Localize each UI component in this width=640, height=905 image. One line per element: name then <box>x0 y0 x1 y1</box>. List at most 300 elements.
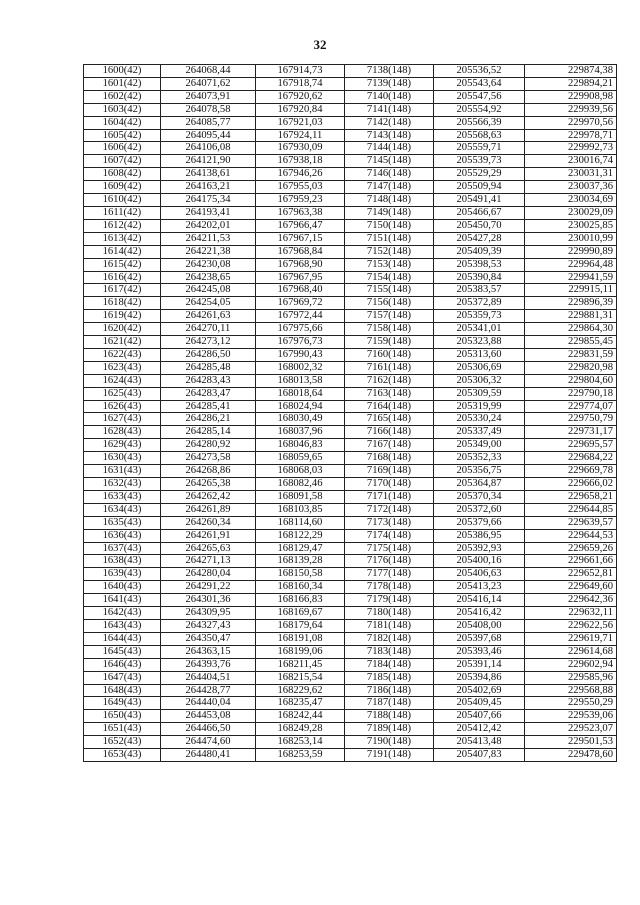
table-cell: 205409,39 <box>434 245 525 258</box>
table-cell: 167920,62 <box>256 90 345 103</box>
table-cell: 205406,63 <box>434 568 525 581</box>
table-cell: 230010,99 <box>525 232 617 245</box>
table-cell: 167938,18 <box>256 155 345 168</box>
table-cell: 168229,62 <box>256 684 345 697</box>
table-row <box>84 310 617 323</box>
table-row <box>84 555 617 568</box>
table-cell: 1641(43) <box>84 594 161 607</box>
table-cell: 229894,21 <box>525 77 617 90</box>
table-cell: 264261,91 <box>161 529 256 542</box>
table-row <box>84 503 617 516</box>
table-cell: 1639(43) <box>84 568 161 581</box>
table-cell: 1608(42) <box>84 168 161 181</box>
table-cell: 229684,22 <box>525 452 617 465</box>
table-cell: 1638(43) <box>84 555 161 568</box>
table-cell: 1629(43) <box>84 439 161 452</box>
table-cell: 205383,57 <box>434 284 525 297</box>
table-cell: 167924,11 <box>256 129 345 142</box>
table-cell: 264428,77 <box>161 684 256 697</box>
table-cell: 205306,32 <box>434 374 525 387</box>
table-row <box>84 387 617 400</box>
table-row <box>84 155 617 168</box>
table-cell: 230037,36 <box>525 181 617 194</box>
table-cell: 229539,06 <box>525 710 617 723</box>
table-cell: 229881,31 <box>525 310 617 323</box>
table-cell: 7157(148) <box>345 310 434 323</box>
table-cell: 7162(148) <box>345 374 434 387</box>
table-row <box>84 426 617 439</box>
table-row <box>84 632 617 645</box>
table-row <box>84 645 617 658</box>
table-cell: 205466,67 <box>434 206 525 219</box>
table-cell: 264078,58 <box>161 103 256 116</box>
table-cell: 167963,38 <box>256 206 345 219</box>
table-cell: 205370,34 <box>434 490 525 503</box>
table-cell: 7150(148) <box>345 219 434 232</box>
table-cell: 264238,65 <box>161 271 256 284</box>
table-cell: 264073,91 <box>161 90 256 103</box>
table-cell: 1622(43) <box>84 348 161 361</box>
table-cell: 264221,38 <box>161 245 256 258</box>
table-cell: 264286,21 <box>161 413 256 426</box>
table-cell: 7154(148) <box>345 271 434 284</box>
table-row <box>84 749 617 762</box>
table-cell: 264230,08 <box>161 258 256 271</box>
table-cell: 1611(42) <box>84 206 161 219</box>
table-cell: 205341,01 <box>434 323 525 336</box>
table-cell: 264068,44 <box>161 65 256 78</box>
table-cell: 7189(148) <box>345 723 434 736</box>
table-cell: 7143(148) <box>345 129 434 142</box>
table-cell: 205400,16 <box>434 555 525 568</box>
table-cell: 168179,64 <box>256 619 345 632</box>
table-cell: 205568,63 <box>434 129 525 142</box>
table-row <box>84 413 617 426</box>
table-cell: 1644(43) <box>84 632 161 645</box>
table-cell: 205402,69 <box>434 684 525 697</box>
table-cell: 1605(42) <box>84 129 161 142</box>
table-cell: 1627(43) <box>84 413 161 426</box>
table-cell: 1621(42) <box>84 336 161 349</box>
table-cell: 7191(148) <box>345 749 434 762</box>
table-row <box>84 671 617 684</box>
table-row <box>84 723 617 736</box>
table-cell: 205309,59 <box>434 387 525 400</box>
table-cell: 264260,34 <box>161 516 256 529</box>
table-cell: 168091,58 <box>256 490 345 503</box>
table-row <box>84 194 617 207</box>
table-cell: 7184(148) <box>345 658 434 671</box>
table-cell: 264193,41 <box>161 206 256 219</box>
table-row <box>84 478 617 491</box>
table-row <box>84 245 617 258</box>
table-cell: 264211,53 <box>161 232 256 245</box>
table-cell: 264453,08 <box>161 710 256 723</box>
table-cell: 7183(148) <box>345 645 434 658</box>
table-cell: 7160(148) <box>345 348 434 361</box>
table-cell: 167921,03 <box>256 116 345 129</box>
table-cell: 229632,11 <box>525 607 617 620</box>
table-cell: 264265,63 <box>161 542 256 555</box>
table-cell: 264286,50 <box>161 348 256 361</box>
table-cell: 264285,41 <box>161 400 256 413</box>
table-cell: 1628(43) <box>84 426 161 439</box>
table-row <box>84 619 617 632</box>
table-cell: 264404,51 <box>161 671 256 684</box>
table-cell: 264285,14 <box>161 426 256 439</box>
table-cell: 229550,29 <box>525 697 617 710</box>
table-cell: 264271,13 <box>161 555 256 568</box>
table-cell: 205398,53 <box>434 258 525 271</box>
table-cell: 7152(148) <box>345 245 434 258</box>
table-cell: 167967,15 <box>256 232 345 245</box>
table-cell: 229666,02 <box>525 478 617 491</box>
table-cell: 229523,07 <box>525 723 617 736</box>
table-cell: 167968,84 <box>256 245 345 258</box>
table-row <box>84 297 617 310</box>
table-cell: 1615(42) <box>84 258 161 271</box>
table-row <box>84 77 617 90</box>
table-cell: 264285,48 <box>161 361 256 374</box>
table-cell: 1624(43) <box>84 374 161 387</box>
table-cell: 229915,11 <box>525 284 617 297</box>
table-cell: 264138,61 <box>161 168 256 181</box>
coordinates-table-body <box>84 65 617 762</box>
table-row <box>84 258 617 271</box>
table-cell: 264273,58 <box>161 452 256 465</box>
table-cell: 1636(43) <box>84 529 161 542</box>
table-row <box>84 452 617 465</box>
table-cell: 168215,54 <box>256 671 345 684</box>
table-cell: 1612(42) <box>84 219 161 232</box>
table-cell: 168030,49 <box>256 413 345 426</box>
table-cell: 1649(43) <box>84 697 161 710</box>
table-cell: 264309,95 <box>161 607 256 620</box>
table-cell: 7148(148) <box>345 194 434 207</box>
table-cell: 1631(43) <box>84 465 161 478</box>
table-cell: 1616(42) <box>84 271 161 284</box>
table-cell: 205359,73 <box>434 310 525 323</box>
table-cell: 229990,89 <box>525 245 617 258</box>
table-cell: 7146(148) <box>345 168 434 181</box>
table-cell: 1623(43) <box>84 361 161 374</box>
table-cell: 1600(42) <box>84 65 161 78</box>
table-cell: 167920,84 <box>256 103 345 116</box>
table-cell: 205313,60 <box>434 348 525 361</box>
table-cell: 205539,73 <box>434 155 525 168</box>
table-cell: 7155(148) <box>345 284 434 297</box>
table-cell: 229908,98 <box>525 90 617 103</box>
table-row <box>84 710 617 723</box>
table-cell: 229790,18 <box>525 387 617 400</box>
table-row <box>84 232 617 245</box>
table-cell: 1640(43) <box>84 581 161 594</box>
table-cell: 205407,66 <box>434 710 525 723</box>
table-cell: 7172(148) <box>345 503 434 516</box>
table-cell: 264363,15 <box>161 645 256 658</box>
table-cell: 205386,95 <box>434 529 525 542</box>
table-cell: 168068,03 <box>256 465 345 478</box>
table-cell: 1647(43) <box>84 671 161 684</box>
table-cell: 264280,04 <box>161 568 256 581</box>
table-cell: 229639,57 <box>525 516 617 529</box>
table-row <box>84 594 617 607</box>
table-cell: 229644,85 <box>525 503 617 516</box>
table-row <box>84 219 617 232</box>
table-cell: 7149(148) <box>345 206 434 219</box>
table-cell: 167955,03 <box>256 181 345 194</box>
table-cell: 7176(148) <box>345 555 434 568</box>
table-cell: 229642,36 <box>525 594 617 607</box>
table-cell: 1609(42) <box>84 181 161 194</box>
table-cell: 168139,28 <box>256 555 345 568</box>
table-row <box>84 374 617 387</box>
table-cell: 7174(148) <box>345 529 434 542</box>
table-cell: 168242,44 <box>256 710 345 723</box>
table-row <box>84 336 617 349</box>
table-cell: 168166,83 <box>256 594 345 607</box>
table-cell: 205409,45 <box>434 697 525 710</box>
table-cell: 7171(148) <box>345 490 434 503</box>
table-cell: 230016,74 <box>525 155 617 168</box>
table-cell: 167966,47 <box>256 219 345 232</box>
table-cell: 205391,14 <box>434 658 525 671</box>
table-cell: 7165(148) <box>345 413 434 426</box>
table-row <box>84 439 617 452</box>
table-cell: 168122,29 <box>256 529 345 542</box>
table-cell: 205491,41 <box>434 194 525 207</box>
table-cell: 7178(148) <box>345 581 434 594</box>
table-cell: 7181(148) <box>345 619 434 632</box>
table-cell: 229659,26 <box>525 542 617 555</box>
table-cell: 229658,21 <box>525 490 617 503</box>
table-cell: 264202,01 <box>161 219 256 232</box>
table-cell: 205372,89 <box>434 297 525 310</box>
table-cell: 229602,94 <box>525 658 617 671</box>
table-cell: 229585,96 <box>525 671 617 684</box>
table-cell: 229992,73 <box>525 142 617 155</box>
table-cell: 1633(43) <box>84 490 161 503</box>
table-cell: 1617(42) <box>84 284 161 297</box>
table-cell: 167959,23 <box>256 194 345 207</box>
table-cell: 264175,34 <box>161 194 256 207</box>
table-cell: 7147(148) <box>345 181 434 194</box>
table-row <box>84 90 617 103</box>
table-cell: 205390,84 <box>434 271 525 284</box>
table-cell: 7140(148) <box>345 90 434 103</box>
table-cell: 1650(43) <box>84 710 161 723</box>
table-cell: 264283,47 <box>161 387 256 400</box>
table-cell: 264480,41 <box>161 749 256 762</box>
table-cell: 7168(148) <box>345 452 434 465</box>
table-cell: 1645(43) <box>84 645 161 658</box>
table-cell: 1630(43) <box>84 452 161 465</box>
table-cell: 229964,48 <box>525 258 617 271</box>
table-cell: 205349,00 <box>434 439 525 452</box>
table-cell: 168129,47 <box>256 542 345 555</box>
table-cell: 168191,08 <box>256 632 345 645</box>
table-cell: 229619,71 <box>525 632 617 645</box>
table-row <box>84 129 617 142</box>
table-row <box>84 348 617 361</box>
table-cell: 1613(42) <box>84 232 161 245</box>
coordinates-table <box>83 64 617 762</box>
table-cell: 264283,43 <box>161 374 256 387</box>
table-cell: 7186(148) <box>345 684 434 697</box>
table-cell: 205364,87 <box>434 478 525 491</box>
table-cell: 205509,94 <box>434 181 525 194</box>
table-cell: 168114,60 <box>256 516 345 529</box>
table-cell: 168046,83 <box>256 439 345 452</box>
table-cell: 264265,38 <box>161 478 256 491</box>
table-cell: 205392,93 <box>434 542 525 555</box>
table-cell: 264466,50 <box>161 723 256 736</box>
table-cell: 7177(148) <box>345 568 434 581</box>
table-cell: 7190(148) <box>345 736 434 749</box>
table-cell: 1646(43) <box>84 658 161 671</box>
table-cell: 167946,26 <box>256 168 345 181</box>
table-cell: 264301,36 <box>161 594 256 607</box>
table-cell: 1634(43) <box>84 503 161 516</box>
table-row <box>84 116 617 129</box>
table-cell: 7164(148) <box>345 400 434 413</box>
table-cell: 7141(148) <box>345 103 434 116</box>
table-row <box>84 168 617 181</box>
table-row <box>84 490 617 503</box>
table-cell: 167918,74 <box>256 77 345 90</box>
table-cell: 1632(43) <box>84 478 161 491</box>
table-cell: 205394,86 <box>434 671 525 684</box>
table-cell: 1618(42) <box>84 297 161 310</box>
table-row <box>84 465 617 478</box>
table-cell: 168082,46 <box>256 478 345 491</box>
table-cell: 7188(148) <box>345 710 434 723</box>
table-row <box>84 181 617 194</box>
table-cell: 167969,72 <box>256 297 345 310</box>
table-cell: 167990,43 <box>256 348 345 361</box>
table-cell: 1607(42) <box>84 155 161 168</box>
table-row <box>84 529 617 542</box>
table-cell: 1648(43) <box>84 684 161 697</box>
table-cell: 229669,78 <box>525 465 617 478</box>
table-cell: 7142(148) <box>345 116 434 129</box>
table-cell: 229661,66 <box>525 555 617 568</box>
table-cell: 205450,70 <box>434 219 525 232</box>
table-cell: 229501,53 <box>525 736 617 749</box>
table-cell: 7139(148) <box>345 77 434 90</box>
table-row <box>84 361 617 374</box>
table-cell: 205416,14 <box>434 594 525 607</box>
table-row <box>84 568 617 581</box>
table-row <box>84 142 617 155</box>
table-cell: 7169(148) <box>345 465 434 478</box>
table-cell: 205397,68 <box>434 632 525 645</box>
table-cell: 205427,28 <box>434 232 525 245</box>
table-row <box>84 323 617 336</box>
table-cell: 7156(148) <box>345 297 434 310</box>
table-cell: 229978,71 <box>525 129 617 142</box>
table-cell: 1625(43) <box>84 387 161 400</box>
table-cell: 7179(148) <box>345 594 434 607</box>
table-cell: 264106,08 <box>161 142 256 155</box>
table-cell: 229622,56 <box>525 619 617 632</box>
table-cell: 264095,44 <box>161 129 256 142</box>
table-cell: 7166(148) <box>345 426 434 439</box>
table-cell: 7144(148) <box>345 142 434 155</box>
table-cell: 1653(43) <box>84 749 161 762</box>
table-cell: 264254,05 <box>161 297 256 310</box>
table-row <box>84 400 617 413</box>
table-cell: 168169,67 <box>256 607 345 620</box>
table-cell: 229649,60 <box>525 581 617 594</box>
table-cell: 1652(43) <box>84 736 161 749</box>
table-cell: 205412,42 <box>434 723 525 736</box>
table-cell: 7175(148) <box>345 542 434 555</box>
table-cell: 7159(148) <box>345 336 434 349</box>
table-cell: 264121,90 <box>161 155 256 168</box>
table-cell: 168103,85 <box>256 503 345 516</box>
table-cell: 168018,64 <box>256 387 345 400</box>
table-cell: 205566,39 <box>434 116 525 129</box>
table-cell: 264071,62 <box>161 77 256 90</box>
table-cell: 264270,11 <box>161 323 256 336</box>
table-cell: 205372,60 <box>434 503 525 516</box>
table-cell: 205547,56 <box>434 90 525 103</box>
table-cell: 7170(148) <box>345 478 434 491</box>
table-cell: 264085,77 <box>161 116 256 129</box>
table-cell: 230031,31 <box>525 168 617 181</box>
table-cell: 229695,57 <box>525 439 617 452</box>
table-cell: 264261,63 <box>161 310 256 323</box>
table-row <box>84 284 617 297</box>
table-cell: 230025,85 <box>525 219 617 232</box>
table-cell: 205529,29 <box>434 168 525 181</box>
table-cell: 7163(148) <box>345 387 434 400</box>
table-cell: 229831,59 <box>525 348 617 361</box>
table-cell: 229644,53 <box>525 529 617 542</box>
table-cell: 1604(42) <box>84 116 161 129</box>
table-cell: 167972,44 <box>256 310 345 323</box>
table-cell: 205407,83 <box>434 749 525 762</box>
table-row <box>84 103 617 116</box>
table-cell: 229804,60 <box>525 374 617 387</box>
table-cell: 7173(148) <box>345 516 434 529</box>
table-cell: 7158(148) <box>345 323 434 336</box>
table-cell: 205559,71 <box>434 142 525 155</box>
table-cell: 205352,33 <box>434 452 525 465</box>
table-cell: 168211,45 <box>256 658 345 671</box>
table-cell: 229652,81 <box>525 568 617 581</box>
table-cell: 167976,73 <box>256 336 345 349</box>
table-cell: 7182(148) <box>345 632 434 645</box>
table-cell: 168002,32 <box>256 361 345 374</box>
table-cell: 229774,07 <box>525 400 617 413</box>
table-cell: 1614(42) <box>84 245 161 258</box>
table-cell: 1635(43) <box>84 516 161 529</box>
table-cell: 264327,43 <box>161 619 256 632</box>
table-cell: 205379,66 <box>434 516 525 529</box>
table-cell: 264474,60 <box>161 736 256 749</box>
table-cell: 264163,21 <box>161 181 256 194</box>
table-cell: 1643(43) <box>84 619 161 632</box>
table-cell: 167968,90 <box>256 258 345 271</box>
table-cell: 168249,28 <box>256 723 345 736</box>
table-cell: 168024,94 <box>256 400 345 413</box>
table-cell: 168235,47 <box>256 697 345 710</box>
table-cell: 264280,92 <box>161 439 256 452</box>
table-cell: 264245,08 <box>161 284 256 297</box>
table-cell: 167975,66 <box>256 323 345 336</box>
